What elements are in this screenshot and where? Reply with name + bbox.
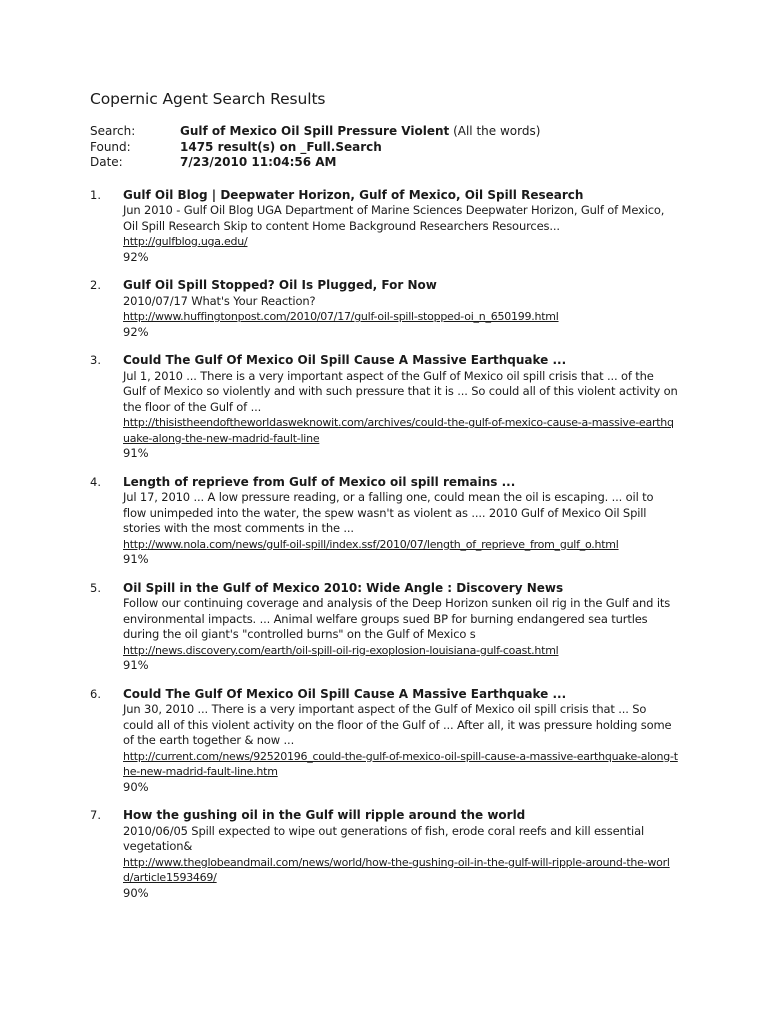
found-value: 1475 result(s) on _Full.Search	[180, 139, 382, 154]
result-snippet: 2010/06/05 Spill expected to wipe out generations of fish, erode coral reefs and kill essential vegetation&	[123, 823, 645, 853]
result-item	[90, 687, 690, 796]
search-label: Search:	[90, 124, 136, 138]
result-number: 1.	[90, 187, 101, 202]
result-snippet: 2010/07/17 What's Your Reaction?	[123, 293, 316, 308]
page-title: Copernic Agent Search Results	[90, 90, 326, 108]
result-snippet: Jul 17, 2010 ... A low pressure reading, or a falling one, could mean the oil is escaping. ... oil to flow unimpeded into the water, the spew wasn't as violent as .... 2010 Gulf of Mexico Oil Spill stories with the most comments in the ...	[123, 490, 654, 535]
result-snippet: Jul 1, 2010 ... There is a very important aspect of the Gulf of Mexico oil spill crisis that ... of the Gulf of Mexico so violently and with such pressure that it is ... So could all of this violent activity on the floor of the Gulf of ...	[123, 368, 678, 414]
result-title: Could The Gulf Of Mexico Oil Spill Cause A Massive Earthquake ...	[123, 353, 567, 367]
result-url-link[interactable]: http://news.discovery.com/earth/oil-spill-oil-rig-exoplosion-louisiana-gulf-coast.html	[123, 643, 559, 657]
result-snippet: Jun 2010 - Gulf Oil Blog UGA Department of Marine Sciences Deepwater Horizon, Gulf of Mexico, Oil Spill Research Skip to content Home Background Researchers Resources...	[123, 203, 665, 233]
date-value: 7/23/2010 11:04:56 AM	[180, 155, 337, 169]
result-url-link[interactable]: http://www.theglobeandmail.com/news/world/how-the-gushing-oil-in-the-gulf-will-ripple-around-the-world/article1593469/	[123, 855, 670, 884]
result-title: Gulf Oil Spill Stopped? Oil Is Plugged, For Now	[123, 278, 437, 292]
result-snippet: Follow our continuing coverage and analysis of the Deep Horizon sunken oil rig in the Gulf and its environmental impacts. ... Animal welfare groups sued BP for burning endangered sea turtles during the oil giant's "controlled burns" on the Gulf of Mexico s	[123, 596, 671, 641]
date-label: Date:	[90, 155, 123, 169]
result-title: Could The Gulf Of Mexico Oil Spill Cause A Massive Earthquake ...	[123, 686, 567, 701]
result-snippet: Jun 30, 2010 ... There is a very important aspect of the Gulf of Mexico oil spill crisis that ... So could all of this violent activity on the floor of the Gulf of ... After all, it was pressure holding some of the earth together & now ...	[123, 702, 672, 747]
search-mode: (All the words)	[453, 124, 541, 138]
result-number: 6.	[90, 686, 101, 701]
result-number: 5.	[90, 580, 101, 595]
result-item	[90, 475, 690, 568]
result-score: 92%	[123, 249, 149, 264]
search-row	[90, 124, 690, 140]
result-item	[90, 581, 690, 674]
result-score: 92%	[123, 324, 149, 339]
result-score: 90%	[123, 779, 149, 794]
result-number: 3.	[90, 353, 101, 367]
result-url-link[interactable]: http://thisistheendoftheworldasweknowit.com/archives/could-the-gulf-of-mexico-cause-a-massive-earthquake-along-the-new-madrid-fault-line	[123, 416, 674, 445]
result-item	[90, 808, 690, 901]
search-results-document	[90, 90, 690, 914]
result-item	[90, 188, 690, 266]
result-url-link[interactable]: http://gulfblog.uga.edu/	[123, 235, 248, 248]
result-number: 2.	[90, 278, 101, 292]
result-item	[90, 278, 690, 340]
result-number: 4.	[90, 474, 101, 489]
result-score: 90%	[123, 885, 149, 900]
result-title: How the gushing oil in the Gulf will ripple around the world	[123, 808, 526, 822]
search-meta	[90, 124, 690, 171]
result-url-link[interactable]: http://www.nola.com/news/gulf-oil-spill/index.ssf/2010/07/length_of_reprieve_from_gulf_o.html	[123, 537, 619, 551]
results-list	[90, 188, 690, 902]
search-query: Gulf of Mexico Oil Spill Pressure Violent	[180, 124, 450, 138]
result-score: 91%	[123, 552, 149, 566]
result-score: 91%	[123, 658, 149, 672]
found-row	[90, 140, 690, 156]
result-title: Oil Spill in the Gulf of Mexico 2010: Wide Angle : Discovery News	[123, 580, 564, 595]
result-item	[90, 353, 690, 462]
result-title: Gulf Oil Blog | Deepwater Horizon, Gulf of Mexico, Oil Spill Research	[123, 187, 584, 202]
result-title: Length of reprieve from Gulf of Mexico oil spill remains ...	[123, 474, 516, 489]
result-number: 7.	[90, 808, 101, 822]
result-url-link[interactable]: http://current.com/news/92520196_could-the-gulf-of-mexico-oil-spill-cause-a-massive-earthquake-along-the-new-madrid-fault-line.htm	[123, 749, 678, 778]
result-score: 91%	[123, 446, 149, 460]
found-label: Found:	[90, 139, 131, 154]
date-row	[90, 155, 690, 171]
result-url-link[interactable]: http://www.huffingtonpost.com/2010/07/17/gulf-oil-spill-stopped-oi_n_650199.html	[123, 310, 559, 323]
